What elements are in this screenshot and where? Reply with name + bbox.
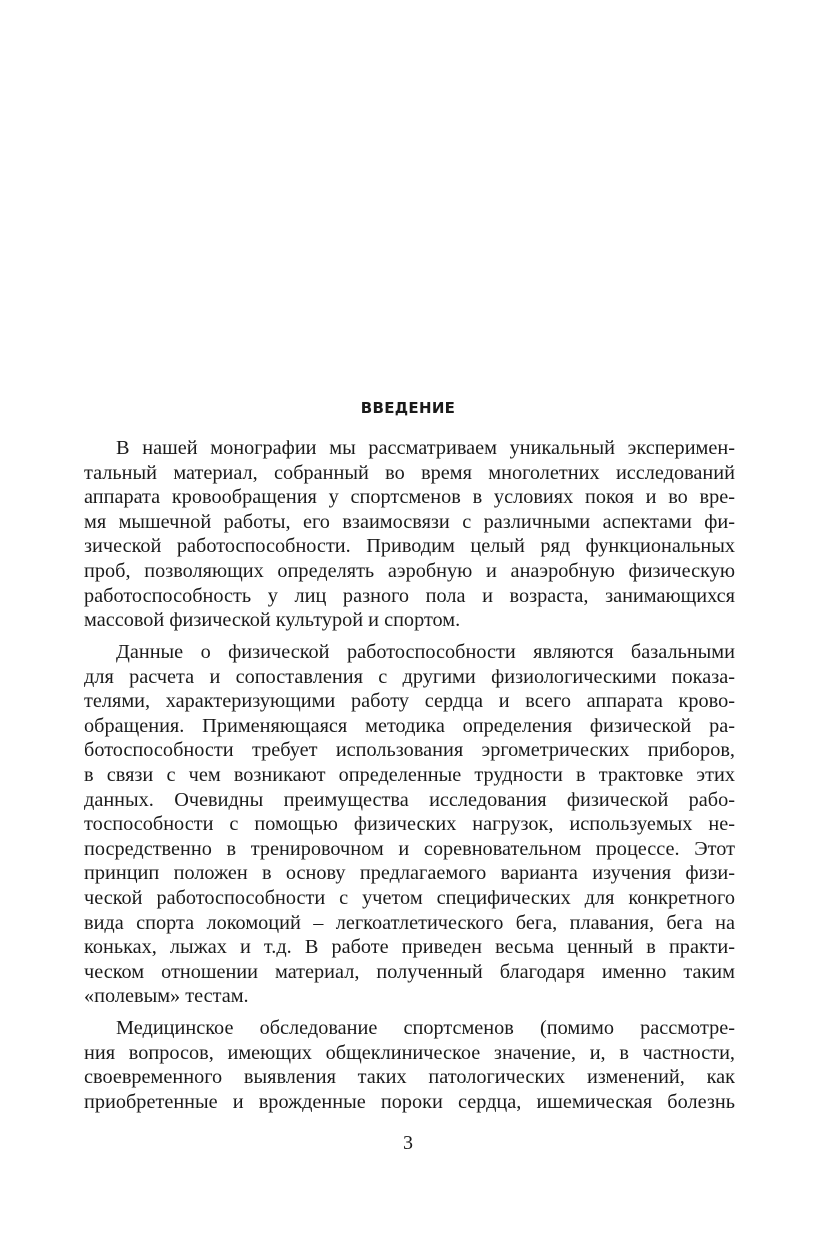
paragraph-line: ния вопросов, имеющих общеклиническое значение, и, в частности, xyxy=(84,1041,735,1064)
paragraph-line: ческой работоспособности с учетом специфических для конкретного xyxy=(84,886,735,909)
paragraph-line: вида спорта локомоций – легкоатлетического бега, плавания, бега на xyxy=(84,911,735,934)
paragraph-line: «полевым» тестам. xyxy=(84,985,249,1008)
paragraph-line: ческом отношении материал, полученный благодаря именно таким xyxy=(84,960,735,983)
paragraph-line: ботоспособности требует использования эргометрических приборов, xyxy=(84,739,735,762)
chapter-heading: ВВЕДЕНИЕ xyxy=(360,399,456,417)
paragraph-line: обращения. Применяющаяся методика определения физической ра- xyxy=(84,714,735,737)
paragraph-line: мя мышечной работы, его взаимосвязи с различными аспектами фи- xyxy=(84,510,735,533)
paragraph-line: для расчета и сопоставления с другими физиологическими показа- xyxy=(84,665,735,688)
paragraph-line: принцип положен в основу предлагаемого варианта изучения физи- xyxy=(84,862,735,885)
paragraph-line: приобретенные и врожденные пороки сердца, ишемическая болезнь xyxy=(84,1090,735,1113)
paragraph-line: своевременного выявления таких патологических изменений, как xyxy=(84,1066,735,1089)
paragraph-line: тальный материал, собранный во время многолетних исследований xyxy=(84,461,735,484)
paragraph-line: телями, характеризующими работу сердца и всего аппарата крово- xyxy=(84,690,735,713)
paragraph-line: данных. Очевидны преимущества исследования физической рабо- xyxy=(84,788,735,811)
paragraph-line: работоспособность у лиц разного пола и возраста, занимающихся xyxy=(84,584,735,607)
paragraph-line: массовой физической культурой и спортом. xyxy=(84,609,461,632)
paragraph-line: посредственно в тренировочном и соревновательном процессе. Этот xyxy=(84,837,735,860)
paragraph-line: зической работоспособности. Приводим целый ряд функциональных xyxy=(84,535,735,558)
paragraph-line: проб, позволяющих определять аэробную и анаэробную физическую xyxy=(84,559,735,582)
page-number: 3 xyxy=(403,1132,413,1154)
paragraph-2 xyxy=(84,640,735,1009)
paragraph-line: аппарата кровообращения у спортсменов в условиях покоя и во вре- xyxy=(84,486,735,509)
paragraph-line: коньках, лыжах и т.д. В работе приведен весьма ценный в практи- xyxy=(84,936,735,959)
paragraph-line: Данные о физической работоспособности являются базальными xyxy=(116,641,735,663)
paragraph-line: тоспособности с помощью физических нагрузок, используемых не- xyxy=(84,813,735,836)
paragraph-3 xyxy=(84,1016,735,1114)
paragraph-1 xyxy=(84,436,735,633)
paragraph-line: в связи с чем возникают определенные трудности в трактовке этих xyxy=(84,763,735,786)
paragraph-line: Медицинское обследование спортсменов (помимо рассмотре- xyxy=(116,1017,735,1039)
paragraph-line: В нашей монографии мы рассматриваем уникальный эксперимен- xyxy=(116,437,735,459)
